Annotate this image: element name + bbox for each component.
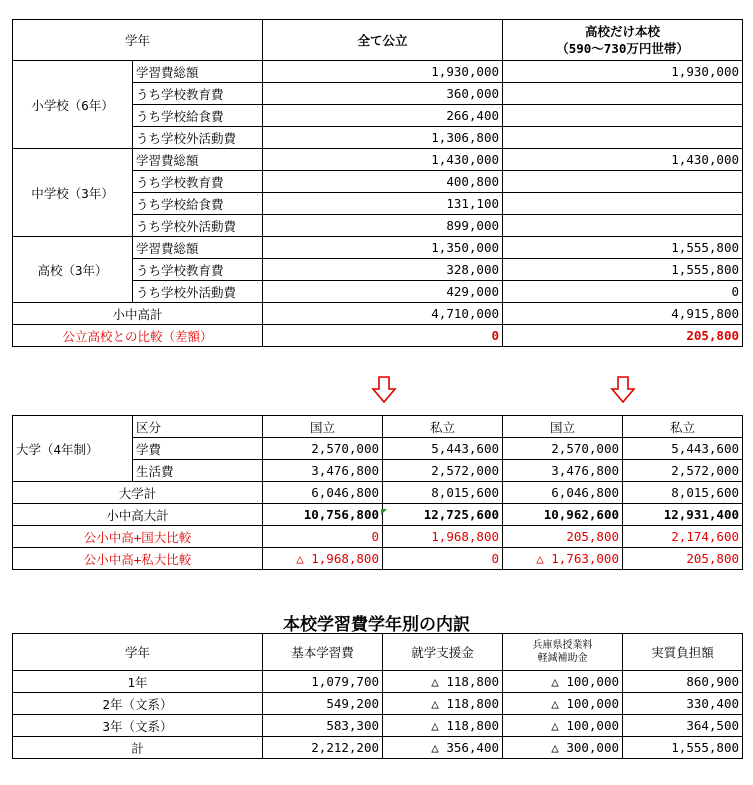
tuition-value: 2,570,000 xyxy=(263,438,383,460)
tuition-label: 学費 xyxy=(133,438,263,460)
grade-label: 3年（文系） xyxy=(13,715,263,737)
total-private: 4,915,800 xyxy=(503,303,743,325)
private-header: 私立 xyxy=(623,416,743,438)
value-private: 1,555,800 xyxy=(503,259,743,281)
private-high-header-line1: 高校だけ本校 xyxy=(585,24,661,39)
cmp-private-value: 205,800 xyxy=(623,548,743,570)
value-private xyxy=(503,171,743,193)
kubun-header: 区分 xyxy=(133,416,263,438)
row-item: うち学校教育費 xyxy=(133,259,263,281)
support-header: 就学支援金 xyxy=(383,634,503,671)
value-public: 1,306,800 xyxy=(263,127,503,149)
cmp-private-value: △ 1,968,800 xyxy=(263,548,383,570)
cmp-national-value: 0 xyxy=(263,526,383,548)
row-item: うち学校外活動費 xyxy=(133,127,263,149)
value-private xyxy=(503,127,743,149)
support-value: △ 356,400 xyxy=(383,737,503,759)
hyogo-value: △ 100,000 xyxy=(503,671,623,693)
value-private: 1,930,000 xyxy=(503,61,743,83)
value-public: 899,000 xyxy=(263,215,503,237)
hyogo-header-line2: 軽減補助金 xyxy=(537,653,588,664)
private-high-header xyxy=(503,20,743,61)
value-public: 328,000 xyxy=(263,259,503,281)
university-cost-table xyxy=(12,415,743,570)
tuition-value: 5,443,600 xyxy=(383,438,503,460)
national-header: 国立 xyxy=(263,416,383,438)
diff-private: 205,800 xyxy=(503,325,743,347)
tuition-value: 2,570,000 xyxy=(503,438,623,460)
living-value: 3,476,800 xyxy=(503,460,623,482)
elementary-label: 小学校（6年） xyxy=(13,61,133,149)
grand-total-value: 12,931,400 xyxy=(623,504,743,526)
diff-label: 公立高校との比較（差額） xyxy=(13,325,263,347)
cmp-national-value: 205,800 xyxy=(503,526,623,548)
total-public: 4,710,000 xyxy=(263,303,503,325)
actual-value: 860,900 xyxy=(623,671,743,693)
actual-header: 実質負担額 xyxy=(623,634,743,671)
univ-total-value: 8,015,600 xyxy=(623,482,743,504)
hyogo-header-line1: 兵庫県授業料 xyxy=(532,640,593,651)
row-item: うち学校給食費 xyxy=(133,193,263,215)
hyogo-value: △ 100,000 xyxy=(503,715,623,737)
grade-header: 学年 xyxy=(13,634,263,671)
cmp-private-value: 0 xyxy=(383,548,503,570)
actual-value: 330,400 xyxy=(623,693,743,715)
private-header: 私立 xyxy=(383,416,503,438)
value-public: 1,430,000 xyxy=(263,149,503,171)
value-public: 360,000 xyxy=(263,83,503,105)
diff-public: 0 xyxy=(263,325,503,347)
value-private xyxy=(503,83,743,105)
grand-total-value: 12,725,600 xyxy=(383,504,503,526)
grand-total-label: 小中高大計 xyxy=(13,504,263,526)
living-value: 2,572,000 xyxy=(383,460,503,482)
breakdown-table xyxy=(12,633,743,759)
value-private: 1,555,800 xyxy=(503,237,743,259)
cmp-private-label: 公小中高+私大比較 xyxy=(13,548,263,570)
tuition-value: 5,443,600 xyxy=(623,438,743,460)
row-item: 学習費総額 xyxy=(133,61,263,83)
row-item: うち学校外活動費 xyxy=(133,215,263,237)
value-public: 1,930,000 xyxy=(263,61,503,83)
cell-comment-marker xyxy=(381,509,387,515)
hyogo-value: △ 100,000 xyxy=(503,693,623,715)
univ-total-value: 8,015,600 xyxy=(383,482,503,504)
basic-value: 2,212,200 xyxy=(263,737,383,759)
support-value: △ 118,800 xyxy=(383,715,503,737)
down-arrow-icon xyxy=(610,376,636,404)
breakdown-title: 本校学習費学年別の内訳 xyxy=(283,615,470,635)
hyogo-header xyxy=(503,634,623,671)
basic-value: 583,300 xyxy=(263,715,383,737)
row-item: 学習費総額 xyxy=(133,237,263,259)
grand-total-value: 10,756,800 xyxy=(263,504,383,526)
support-value: △ 118,800 xyxy=(383,671,503,693)
middle-school-label: 中学校（3年） xyxy=(13,149,133,237)
living-label: 生活費 xyxy=(133,460,263,482)
value-public: 131,100 xyxy=(263,193,503,215)
cmp-national-value: 1,968,800 xyxy=(383,526,503,548)
actual-value: 364,500 xyxy=(623,715,743,737)
value-private xyxy=(503,215,743,237)
grade-label: 計 xyxy=(13,737,263,759)
row-item: うち学校教育費 xyxy=(133,171,263,193)
cmp-national-value: 2,174,600 xyxy=(623,526,743,548)
university-label: 大学（4年制） xyxy=(13,416,133,482)
value-private xyxy=(503,105,743,127)
value-public: 429,000 xyxy=(263,281,503,303)
private-high-header-line2: （590～730万円世帯） xyxy=(556,41,689,56)
grade-header: 学年 xyxy=(13,20,263,61)
hyogo-value: △ 300,000 xyxy=(503,737,623,759)
grade-label: 2年（文系） xyxy=(13,693,263,715)
value-private: 0 xyxy=(503,281,743,303)
actual-value: 1,555,800 xyxy=(623,737,743,759)
living-value: 2,572,000 xyxy=(623,460,743,482)
high-school-label: 高校（3年） xyxy=(13,237,133,303)
row-item: 学習費総額 xyxy=(133,149,263,171)
basic-value: 1,079,700 xyxy=(263,671,383,693)
living-value: 3,476,800 xyxy=(263,460,383,482)
support-value: △ 118,800 xyxy=(383,693,503,715)
basic-value: 549,200 xyxy=(263,693,383,715)
basic-header: 基本学習費 xyxy=(263,634,383,671)
cmp-national-label: 公小中高+国大比較 xyxy=(13,526,263,548)
univ-total-value: 6,046,800 xyxy=(263,482,383,504)
row-item: うち学校教育費 xyxy=(133,83,263,105)
down-arrow-icon xyxy=(371,376,397,404)
value-public: 266,400 xyxy=(263,105,503,127)
value-public: 400,800 xyxy=(263,171,503,193)
value-private xyxy=(503,193,743,215)
grand-total-value: 10,962,600 xyxy=(503,504,623,526)
national-header: 国立 xyxy=(503,416,623,438)
total-label: 小中高計 xyxy=(13,303,263,325)
value-private: 1,430,000 xyxy=(503,149,743,171)
value-public: 1,350,000 xyxy=(263,237,503,259)
all-public-header: 全て公立 xyxy=(263,20,503,61)
row-item: うち学校給食費 xyxy=(133,105,263,127)
univ-total-label: 大学計 xyxy=(13,482,263,504)
univ-total-value: 6,046,800 xyxy=(503,482,623,504)
row-item: うち学校外活動費 xyxy=(133,281,263,303)
school-cost-table xyxy=(12,19,743,347)
grade-label: 1年 xyxy=(13,671,263,693)
cmp-private-value: △ 1,763,000 xyxy=(503,548,623,570)
